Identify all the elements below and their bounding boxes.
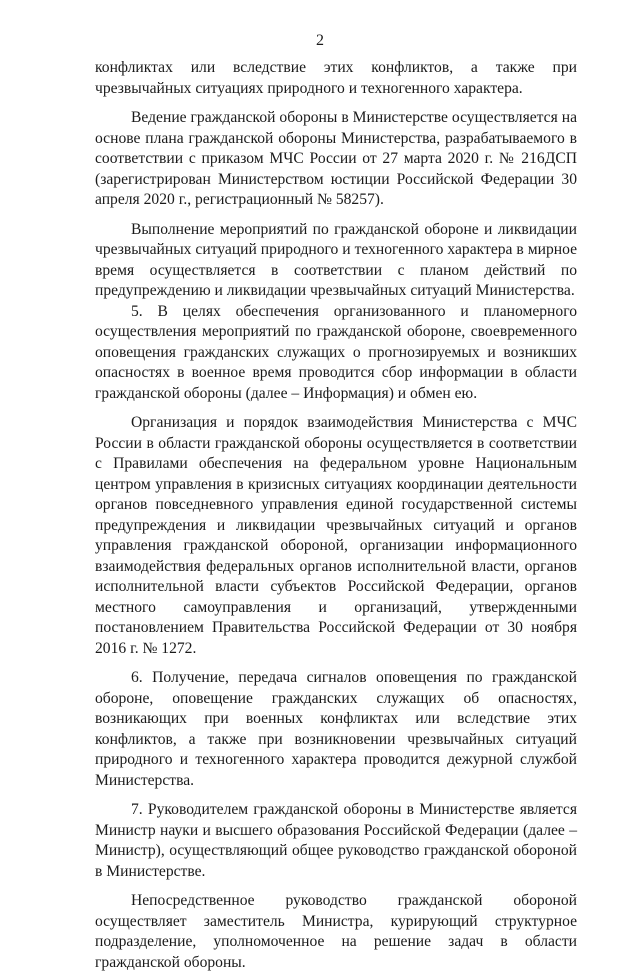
paragraph-emergency-measures: Выполнение мероприятий по гражданской обороне и ликвидации чрезвычайных ситуаций природного и техногенного характера в мирное время осуществляется в соответствии с планом действий по предупреждению и ликвидации чрезвычайных ситуаций Министерства. — [95, 220, 577, 299]
paragraph-direct-management: Непосредственное руководство гражданской обороной осуществляет заместитель Министра, курирующий структурное подразделение, уполномоченное на решение задач в области гражданской обороны. — [95, 892, 577, 971]
paragraph-item-5: 5. В целях обеспечения организованного и планомерного осуществления мероприятий по гражданской обороне, своевременного оповещения гражданских служащих о прогнозируемых и возникших опасностях в военное время проводится сбор информации в области гражданской обороны (далее – Информация) и обмен ею. — [95, 302, 577, 402]
paragraph-continuation: конфликтах или вследствие этих конфликтов, а также при чрезвычайных ситуациях природного и техногенного характера. — [95, 59, 577, 97]
paragraph-civil-defense-plan: Ведение гражданской обороны в Министерстве осуществляется на основе плана гражданской обороны Министерства, разрабатываемого в соответствии с приказом МЧС России от 27 марта 2020 г. № 216ДСП (зарегистрирован Министерством юстиции Российской Федерации 30 апреля 2020 г., регистрационный № 58257). — [95, 109, 577, 208]
paragraph-item-7: 7. Руководителем гражданской обороны в Министерстве является Министр науки и высшего образования Российской Федерации (далее – Министр), осуществляющий общее руководство гражданской обороной в Министерстве. — [95, 801, 577, 880]
paragraph-interaction-with-emercom: Организация и порядок взаимодействия Министерства с МЧС России в области гражданской обороны осуществляется в соответствии с Правилами обеспечения на федеральном уровне Национальным центром управления в кризисных ситуациях координации деятельности органов повседневного управления единой государственной системы предупреждения и ликвидации чрезвычайных ситуаций и органов управления гражданской обороной, организации информационного взаимодействия федеральных органов исполнительной власти, органов исполнительной власти субъектов Российской Федерации, органов местного самоуправления и организаций, утвержденными постановлением Правительства Российской Федерации от 30 ноября 2016 г. № 1272. — [95, 414, 577, 657]
paragraph-item-6: 6. Получение, передача сигналов оповещения по гражданской обороне, оповещение гражданских служащих об опасностях, возникающих при военных конфликтах или вследствие этих конфликтов, а также при возникновении чрезвычайных ситуаций природного и техногенного характера проводится дежурной службой Министерства. — [95, 669, 577, 789]
page-number: 2 — [316, 32, 324, 49]
document-body — [95, 58, 577, 973]
